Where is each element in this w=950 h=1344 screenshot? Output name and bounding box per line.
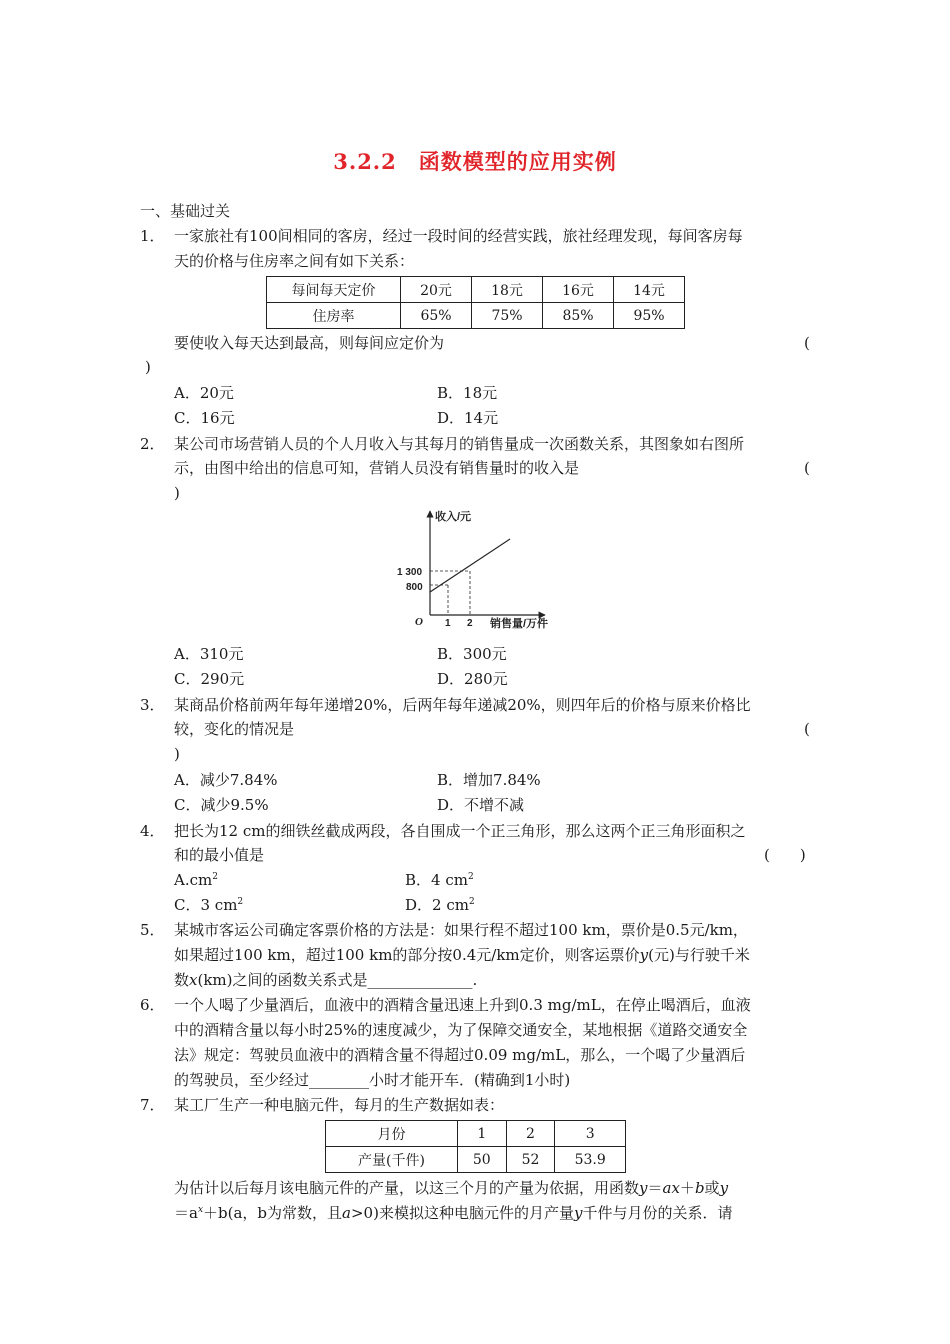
q1-option-c: C．16元 xyxy=(174,409,235,427)
q4-option-a-text: A.cm xyxy=(174,871,213,889)
q7-var: y xyxy=(573,1204,583,1222)
q7-var: y xyxy=(639,1179,648,1197)
q3-option-d: D．不增不减 xyxy=(437,796,525,814)
q2-income-graph xyxy=(395,505,570,635)
table-row xyxy=(267,277,685,303)
q7-text-line3 xyxy=(174,1203,732,1223)
table-row xyxy=(326,1121,626,1147)
table-cell: 52 xyxy=(506,1147,555,1173)
q4-option-d-sup: 2 xyxy=(468,897,475,907)
q7-var: b xyxy=(694,1179,705,1197)
y-axis-label: 收入/元 xyxy=(435,511,472,523)
q7-var: y xyxy=(719,1179,729,1197)
q5-text-line2-tail: (元)与行驶千米 xyxy=(648,946,750,964)
q4-option-c-text: C．3 cm xyxy=(174,896,238,914)
q1-text-line2: 天的价格与住房率之间有如下关系： xyxy=(174,252,415,270)
table-cell: 53.9 xyxy=(555,1147,626,1173)
section-heading: 一、基础过关 xyxy=(140,202,231,220)
q7-text-line3-tail: >0)来模拟这种电脑元件的月产量 xyxy=(350,1204,574,1222)
table-row xyxy=(326,1147,626,1173)
q5-text-line2 xyxy=(174,945,750,965)
table-cell: 月份 xyxy=(326,1121,458,1147)
q1-text-line3: 要使收入每天达到最高，则每间应定价为 xyxy=(174,334,445,352)
table-cell: 16元 xyxy=(543,277,614,303)
q6-number: 6． xyxy=(140,996,165,1014)
q4-option-a xyxy=(174,870,218,890)
q5-text-line3 xyxy=(174,970,477,990)
table-cell: 18元 xyxy=(472,277,543,303)
income-line xyxy=(430,539,510,592)
q7-var: a xyxy=(342,1204,351,1222)
q7-text-line3-a: ＝a xyxy=(174,1204,198,1222)
table-cell: 50 xyxy=(457,1147,506,1173)
q6-text-line4: 的驾驶员，至少经过________小时才能开车．(精确到1小时) xyxy=(174,1071,571,1089)
x-tick-label: 2 xyxy=(467,618,473,629)
q5-text-line3-tail: (km)之间的函数关系式是______________. xyxy=(197,971,478,989)
q1-answer-paren-close: ) xyxy=(145,358,151,376)
table-cell: 每间每天定价 xyxy=(267,277,401,303)
q6-text-line1: 一个人喝了少量酒后，血液中的酒精含量迅速上升到0.3 mg/mL，在停止喝酒后，血液 xyxy=(174,996,751,1014)
table-cell: 95% xyxy=(614,303,685,329)
q3-text-line2: 较，变化的情况是 xyxy=(174,720,295,738)
table-cell: 20元 xyxy=(401,277,472,303)
q2-option-c: C．290元 xyxy=(174,670,245,688)
q4-answer-paren: ( ) xyxy=(764,846,806,864)
q4-option-c-sup: 2 xyxy=(237,897,244,907)
q5-var-y: y xyxy=(639,946,649,964)
q7-var: ax xyxy=(662,1179,680,1197)
table-cell: 65% xyxy=(401,303,472,329)
q7-number: 7． xyxy=(140,1096,165,1114)
q4-option-c xyxy=(174,895,243,915)
q2-text-line2: 示，由图中给出的信息可知，营销人员没有销售量时的收入是 xyxy=(174,459,580,477)
q3-text-line1: 某商品价格前两年每年递增20%，后两年每年递减20%，则四年后的价格与原来价格比 xyxy=(174,696,751,714)
q6-text-line2: 中的酒精含量以每小时25%的速度减少，为了保障交通安全，某地根据《道路交通安全 xyxy=(174,1021,748,1039)
table-cell: 14元 xyxy=(614,277,685,303)
table-cell: 产量(千件) xyxy=(326,1147,458,1173)
q5-text-line2-main: 如果超过100 km，超过100 km的部分按0.4元/km定价，则客运票价 xyxy=(174,946,640,964)
x-tick-label: 1 xyxy=(445,618,451,629)
q7-sym: ＋ xyxy=(679,1179,695,1197)
q7-text-line3-end: 千件与月份的关系．请 xyxy=(582,1204,733,1222)
q7-production-table xyxy=(325,1120,626,1173)
q2-answer-paren-open: ( xyxy=(804,459,810,477)
q6-text-line3: 法》规定：驾驶员血液中的酒精含量不得超过0.09 mg/mL，那么，一个喝了少量酒后 xyxy=(174,1046,746,1064)
q2-text-line1: 某公司市场营销人员的个人月收入与其每月的销售量成一次函数关系，其图象如右图所 xyxy=(174,435,745,453)
y-tick-label: 800 xyxy=(406,582,423,593)
q3-answer-paren-close: ) xyxy=(174,745,180,763)
q4-option-d-text: D．2 cm xyxy=(405,896,469,914)
q4-option-a-sup: 2 xyxy=(212,872,218,882)
q2-number: 2． xyxy=(140,435,165,453)
table-cell: 2 xyxy=(506,1121,555,1147)
q4-option-d xyxy=(405,895,475,915)
q1-price-table xyxy=(266,276,685,329)
q7-sym: 或 xyxy=(704,1179,720,1197)
q5-text-line1: 某城市客运公司确定客票价格的方法是：如果行程不超过100 km，票价是0.5元/km， xyxy=(174,921,748,939)
q2-option-a: A．310元 xyxy=(174,645,244,663)
q4-number: 4． xyxy=(140,822,165,840)
q5-var-x: x xyxy=(189,971,198,989)
y-tick-label: 1 300 xyxy=(397,567,423,578)
q1-option-a: A．20元 xyxy=(174,384,234,402)
q4-option-b xyxy=(405,870,474,890)
q7-text-line2 xyxy=(174,1178,728,1198)
q4-option-b-text: B．4 cm xyxy=(405,871,468,889)
q1-text-line1: 一家旅社有100间相同的客房，经过一段时间的经营实践，旅社经理发现，每间客房每 xyxy=(174,227,743,245)
page-title: 3.2.2 函数模型的应用实例 xyxy=(333,149,617,174)
q7-text-line1: 某工厂生产一种电脑元件，每月的生产数据如表： xyxy=(174,1096,505,1114)
q3-option-c: C．减少9.5% xyxy=(174,796,269,814)
table-cell: 1 xyxy=(457,1121,506,1147)
q7-text-line3-b: ＋b(a，b为常数，且 xyxy=(203,1204,343,1222)
q3-answer-paren-open: ( xyxy=(804,720,810,738)
q3-option-b: B．增加7.84% xyxy=(437,771,541,789)
q4-text-line1: 把长为12 cm的细铁丝截成两段，各自围成一个正三角形，那么这两个正三角形面积之 xyxy=(174,822,746,840)
q5-number: 5． xyxy=(140,921,165,939)
q4-text-line2: 和的最小值是 xyxy=(174,846,265,864)
q7-sym: ＝ xyxy=(647,1179,663,1197)
q7-sup-x: x xyxy=(197,1205,204,1215)
x-axis-label: 销售量/万件 xyxy=(490,618,549,630)
q1-number: 1． xyxy=(140,227,165,245)
table-cell: 75% xyxy=(472,303,543,329)
q5-text-line3-pre: 数 xyxy=(174,971,190,989)
origin-label: O xyxy=(415,616,423,628)
q2-option-d: D．280元 xyxy=(437,670,508,688)
table-row xyxy=(267,303,685,329)
q4-option-b-sup: 2 xyxy=(467,872,474,882)
q7-text-line2-main: 为估计以后每月该电脑元件的产量，以这三个月的产量为依据，用函数 xyxy=(174,1179,640,1197)
q1-option-b: B．18元 xyxy=(437,384,498,402)
q3-number: 3． xyxy=(140,696,165,714)
table-cell: 85% xyxy=(543,303,614,329)
q1-option-d: D．14元 xyxy=(437,409,499,427)
q2-option-b: B．300元 xyxy=(437,645,507,663)
q2-answer-paren-close: ) xyxy=(174,484,180,502)
table-cell: 住房率 xyxy=(267,303,401,329)
q3-option-a: A．减少7.84% xyxy=(174,771,278,789)
q1-answer-paren-open: ( xyxy=(804,334,810,352)
table-cell: 3 xyxy=(555,1121,626,1147)
